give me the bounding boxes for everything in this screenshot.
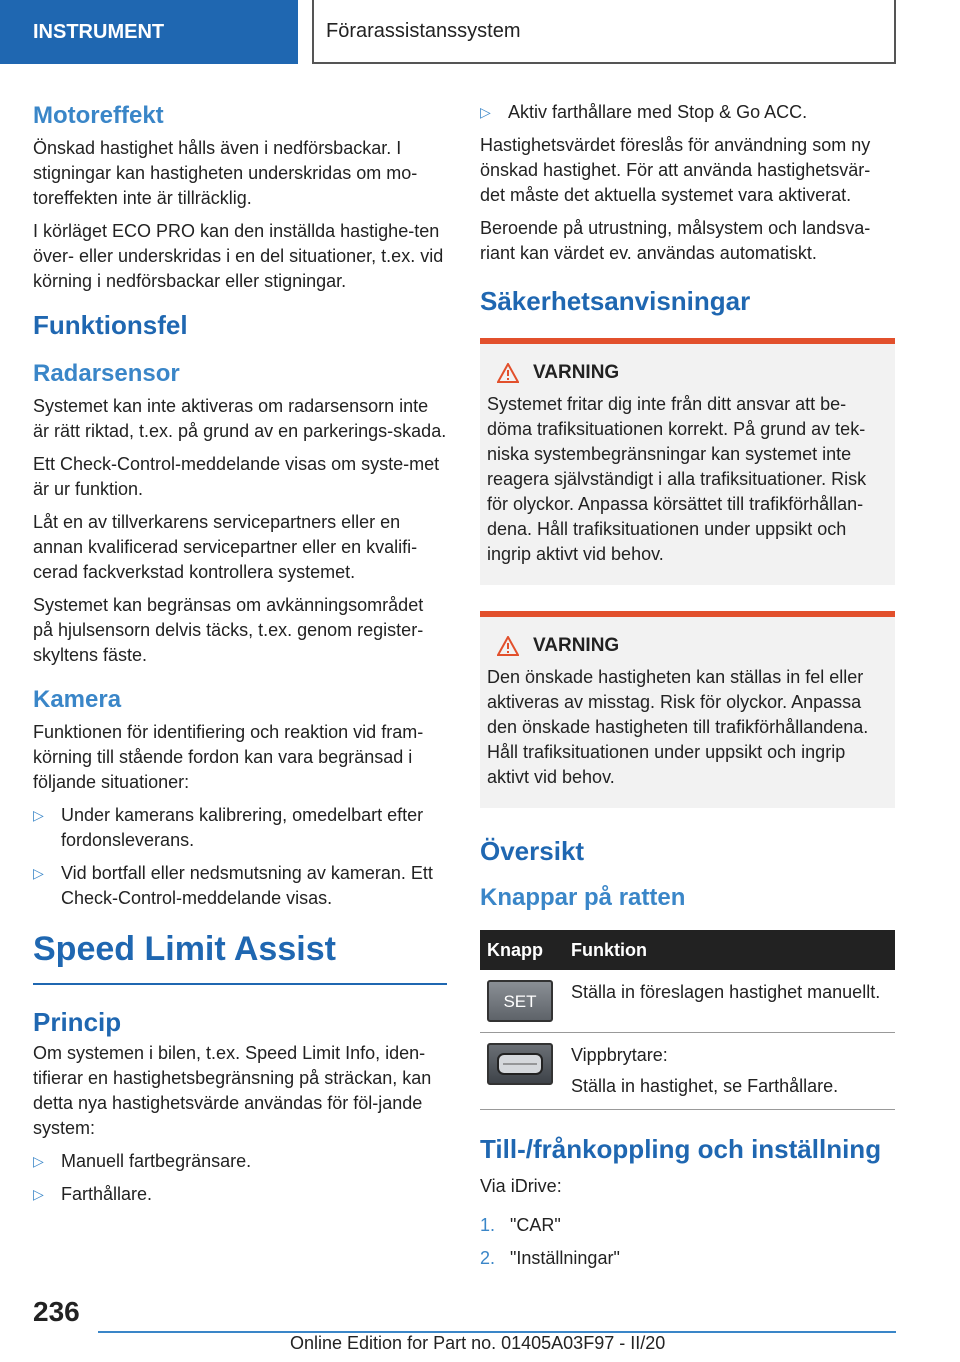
paragraph: I körläget ECO PRO kan den inställda hastighe‐ten över- eller underskridas i en del situationer, t.ex. vid körning i nedförsbackar eller stigningar. [33, 221, 444, 291]
speed-limit-assist-heading: Speed Limit Assist [33, 927, 447, 985]
triangle-bullet-icon: ▷ [33, 807, 44, 823]
column-header: Knapp [480, 930, 564, 970]
knappar-heading: Knappar på ratten [480, 884, 686, 911]
paragraph: Systemet kan begränsas om avkänningsområdet på hjulsensorn delvis täcks, t.ex. genom register‐skyltens fäste. [33, 595, 424, 665]
header-section: INSTRUMENT [0, 0, 298, 64]
radarsensor-heading: Radarsensor [33, 360, 180, 387]
buttons-table [480, 930, 895, 1110]
princip-heading: Princip [33, 1007, 122, 1037]
table-cell: Ställa in hastighet, se Farthållare. [571, 1076, 839, 1096]
list-item: ▷ Farthållare. [33, 1182, 447, 1207]
till-fran-heading: Till-/frånkoppling och inställning [480, 1134, 882, 1164]
list-item: 2. "Inställningar" [480, 1248, 620, 1268]
table-row [480, 1033, 895, 1110]
warning-triangle-icon [497, 636, 519, 656]
paragraph: Önskad hastighet hålls även i nedförsbackar. I stigningar kan hastigheten underskridas om mo‐toreffekten inte är tillräcklig. [33, 138, 418, 208]
rocker-switch-icon [487, 1043, 553, 1085]
triangle-bullet-icon: ▷ [33, 1153, 44, 1169]
triangle-bullet-icon: ▷ [33, 1186, 44, 1202]
kamera-heading: Kamera [33, 686, 122, 713]
list-item: ▷ Under kamerans kalibrering, omedelbart efter fordonsleverans. [33, 805, 424, 850]
warning-box [480, 611, 895, 808]
oversikt-heading: Översikt [480, 836, 585, 866]
right-column [480, 100, 895, 1279]
left-column [33, 100, 447, 1217]
table-cell: Ställa in föreslagen hastighet manuellt. [564, 970, 895, 1033]
kamera-list [33, 803, 447, 911]
motoreffekt-heading: Motoreffekt [33, 102, 164, 129]
warning-text: Den önskade hastigheten kan ställas in fel eller aktiveras av misstag. Risk för olyckor. Anpassa den önskade hastigheten till trafikförhållandena. Håll trafiksituationen under uppsikt och ingrip aktivt vid behov. [487, 667, 869, 787]
list-item: ▷ Aktiv farthållare med Stop & Go ACC. [480, 100, 895, 125]
paragraph: Funktionen för identifiering och reaktion vid fram‐körning till stående fordon kan vara begränsad i följande situationer: [33, 722, 424, 792]
paragraph: Hastighetsvärdet föreslås för användning som ny önskad hastighet. För att använda hastighetsvär‐det måste det aktuella systemet vara aktiverat. [480, 135, 871, 205]
triangle-bullet-icon: ▷ [480, 104, 491, 120]
paragraph: Via iDrive: [480, 1176, 562, 1196]
paragraph: Om systemen i bilen, t.ex. Speed Limit Info, iden‐tifierar en hastighetsbegränsning på sträckan, kan detta nya hastighetsvärde användas för föl‐jande system: [33, 1043, 432, 1138]
table-cell: Vippbrytare: [571, 1045, 668, 1065]
list-item: ▷ Manuell fartbegränsare. [33, 1149, 447, 1174]
warning-triangle-icon [497, 363, 519, 383]
table-row [480, 970, 895, 1033]
footer-edition: Online Edition for Part no. 01405A03F97 - II/20 [290, 1333, 666, 1353]
warning-box [480, 338, 895, 585]
page-number: 236 [33, 1296, 80, 1327]
column-header: Funktion [564, 930, 895, 970]
table-header-row [480, 930, 895, 970]
header-chapter: Förarassistanssystem [312, 0, 896, 64]
princip-list [33, 1149, 447, 1207]
steps-list [480, 1213, 895, 1271]
warning-label: VARNING [533, 635, 620, 656]
triangle-bullet-icon: ▷ [33, 865, 44, 881]
list-item: 1. "CAR" [480, 1215, 561, 1235]
paragraph: Ett Check-Control-meddelande visas om syste‐met är ur funktion. [33, 454, 440, 499]
warning-text: Systemet fritar dig inte från ditt ansvar att be‐döma trafiksituationen korrekt. På grund av tek‐niska systembegränsningar kan systemet inte reagera självständigt i alla trafiksituationer. Risk för olyckor. Anpassa körsättet till trafikförhållan‐dena. Håll trafiksituationen under uppsikt och ingrip aktivt vid behov. [487, 394, 867, 564]
set-button-icon: SET [487, 980, 553, 1022]
acc-list [480, 100, 895, 125]
paragraph: Låt en av tillverkarens servicepartners eller en annan kvalificerad servicepartner eller en kvalifi‐cerad fackverkstad kontrollera systemet. [33, 512, 418, 582]
list-item: ▷ Vid bortfall eller nedsmutsning av kameran. Ett Check-Control-meddelande visas. [33, 863, 433, 908]
funktionsfel-heading: Funktionsfel [33, 310, 188, 340]
sakerhetsanvisningar-heading: Säkerhetsanvisningar [480, 286, 751, 316]
paragraph: Systemet kan inte aktiveras om radarsensorn inte är rätt riktad, t.ex. på grund av en parkerings‐skada. [33, 396, 447, 441]
warning-label: VARNING [533, 362, 620, 383]
paragraph: Beroende på utrustning, målsystem och landsva‐riant kan värdet ev. användas automatiskt. [480, 218, 871, 263]
